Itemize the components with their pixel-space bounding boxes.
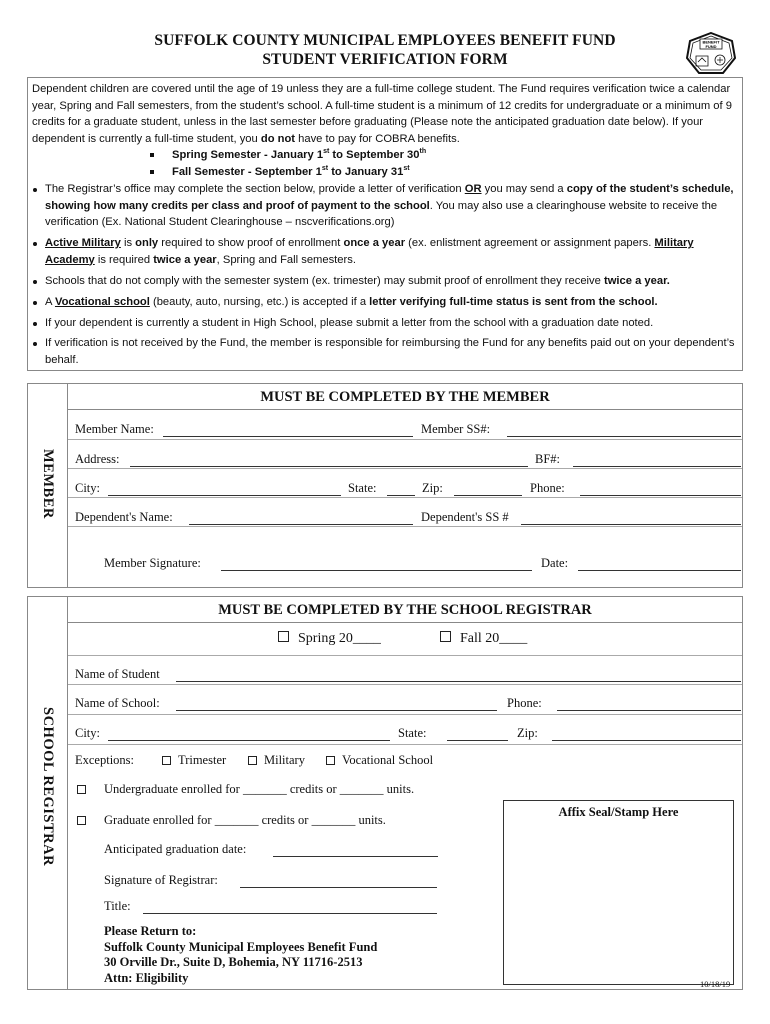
fall-checkbox[interactable] bbox=[440, 631, 451, 642]
grad-checkbox[interactable] bbox=[77, 816, 86, 825]
form-title-line1: SUFFOLK COUNTY MUNICIPAL EMPLOYEES BENEFIT FUND bbox=[154, 32, 616, 49]
undergrad-label: Undergraduate enrolled for _______ credits or _______ units. bbox=[104, 782, 415, 796]
instructions-box: Dependent children are covered until the age of 19 unless they are a full-time college student. The Fund requires verification twice a calendar year, Spring and Fall semesters, from the student’s school. A full-time student is a minimum of 12 credits for undergraduate or a minimum of 9 credits for a graduate student, unless in the last semester before graduating (Please note the anticipated graduation date below). If your dependent is currently a full-time student, you do not have to pay for COBRA benefits. Spring Semester - January 1st to September 30th Fall Semester - September 1st to January 31st The Registrar’s office may complete the section below, provide a letter of verification OR you may send a copy of the student’s schedule, showing how many credits per class and proof of payment to the school. You may also use a clearinghouse website to receive the verification (Ex. National Student Clearinghouse – nscverifications.org) Active Military is only required to show proof of enrollment once a year (ex. enlistment agreement or assignment papers. Military Academy is required twice a year, Spring and Fall semesters. Schools that do not comply with the semester system (ex. trimester) may submit proof of enrollment they receive twice a year. A Vocational school (beauty, auto, nursing, etc.) is accepted if a letter verifying full-time status is sent from the school. If your dependent is currently a student in High School, please submit a letter from the school with a graduation date noted. If verification is not received by the Fund, the member is responsible for reimbursing the Fund for any benefits paid out on your dependent’s behalf. bbox=[27, 77, 743, 371]
registrar-signature-label: Signature of Registrar: bbox=[104, 873, 218, 887]
graduation-date-label: Anticipated graduation date: bbox=[104, 842, 247, 856]
address-label: Address: bbox=[75, 452, 120, 466]
bullet-registrar: The Registrar’s office may complete the section below, provide a letter of verification OR you may send a copy of the student’s schedule, showing how many credits per class and proof of payment to the school. You may also use a clearinghouse website to receive the verification (Ex. National Student Clearinghouse – nscverifications.org) bbox=[28, 181, 736, 231]
school-name-label: Name of School: bbox=[75, 696, 160, 710]
instructions-paragraph: Dependent children are covered until the age of 19 unless they are a full-time college student. The Fund requires verification twice a calendar year, Spring and Fall semesters, from the student’s school. A full-time student is a minimum of 12 credits for undergraduate or a minimum of 9 credits for a graduate student, unless in the last semester before graduating (Please note the anticipated graduation date below). If your dependent is currently a full-time student, you do not have to pay for COBRA benefits. bbox=[32, 83, 732, 145]
school-zip-field[interactable] bbox=[552, 740, 741, 741]
military-checkbox[interactable] bbox=[248, 756, 257, 765]
school-city-label: City: bbox=[75, 726, 101, 740]
student-name-label: Name of Student bbox=[75, 667, 160, 681]
return-line-2: Suffolk County Municipal Employees Benefit Fund bbox=[104, 939, 378, 954]
dependent-ss-field[interactable] bbox=[521, 524, 741, 525]
school-state-label: State: bbox=[398, 726, 427, 740]
undergrad-checkbox[interactable] bbox=[77, 785, 86, 794]
member-zip-field[interactable] bbox=[454, 495, 522, 496]
form-revision-date: 10/18/19 bbox=[700, 979, 731, 989]
military-label: Military bbox=[264, 753, 305, 767]
dependent-name-label: Dependent's Name: bbox=[75, 510, 173, 524]
member-date-field[interactable] bbox=[578, 570, 741, 571]
bullet-trimester: Schools that do not comply with the semester system (ex. trimester) may submit proof of enrollment they receive twice a year. bbox=[28, 273, 736, 290]
spring-checkbox[interactable] bbox=[278, 631, 289, 642]
vocational-label: Vocational School bbox=[342, 753, 434, 767]
member-signature-label: Member Signature: bbox=[104, 556, 201, 570]
grad-label: Graduate enrolled for _______ credits or _______ units. bbox=[104, 813, 386, 827]
registrar-section-heading: MUST BE COMPLETED BY THE SCHOOL REGISTRAR bbox=[68, 597, 742, 623]
form-title-line2: STUDENT VERIFICATION FORM bbox=[262, 51, 508, 68]
school-phone-field[interactable] bbox=[557, 710, 741, 711]
member-state-field[interactable] bbox=[387, 495, 415, 496]
member-ss-label: Member SS#: bbox=[421, 422, 491, 436]
bullet-high-school: If your dependent is currently a student in High School, please submit a letter from the school with a graduation date noted. bbox=[28, 315, 736, 332]
logo-text-1: BENEFIT bbox=[702, 39, 720, 45]
registrar-side-label: SCHOOL REGISTRAR bbox=[40, 707, 56, 867]
member-city-field[interactable] bbox=[108, 495, 341, 496]
registrar-title-field[interactable] bbox=[143, 913, 437, 914]
registrar-signature-field[interactable] bbox=[240, 887, 437, 888]
bullet-reimburse: If verification is not received by the Fund, the member is responsible for reimbursing the Fund for any benefits paid out on your dependent’s behalf. bbox=[28, 335, 736, 368]
seal-stamp-box bbox=[503, 800, 734, 985]
school-state-field[interactable] bbox=[447, 740, 508, 741]
dependent-ss-label: Dependent's SS # bbox=[421, 510, 509, 524]
bf-label: BF#: bbox=[535, 452, 561, 466]
fall-label: Fall 20____ bbox=[460, 631, 528, 646]
return-line-3: 30 Orville Dr., Suite D, Bohemia, NY 11716-2513 bbox=[104, 955, 363, 970]
spring-label: Spring 20____ bbox=[298, 631, 381, 646]
school-phone-label: Phone: bbox=[507, 696, 542, 710]
bullet-vocational: A Vocational school (beauty, auto, nursing, etc.) is accepted if a letter verifying full-time status is sent from the school. bbox=[28, 294, 736, 311]
trimester-label: Trimester bbox=[178, 753, 227, 767]
member-city-label: City: bbox=[75, 481, 101, 495]
bf-field[interactable] bbox=[573, 466, 741, 467]
graduation-date-field[interactable] bbox=[273, 856, 438, 857]
member-phone-label: Phone: bbox=[530, 481, 565, 495]
address-field[interactable] bbox=[130, 466, 528, 467]
registrar-side-panel bbox=[28, 597, 68, 989]
registrar-title-label: Title: bbox=[104, 899, 131, 913]
return-address bbox=[104, 924, 377, 986]
bullet-military: Active Military is only required to show proof of enrollment once a year (ex. enlistment agreement or assignment papers. Military Academy is required twice a year, Spring and Fall semesters. bbox=[28, 235, 736, 268]
member-zip-label: Zip: bbox=[422, 481, 443, 495]
return-line-1: Please Return to: bbox=[104, 924, 197, 938]
school-name-field[interactable] bbox=[176, 710, 497, 711]
benefit-fund-logo bbox=[686, 32, 736, 76]
seal-stamp-label: Affix Seal/Stamp Here bbox=[558, 805, 679, 819]
return-line-4: Attn: Eligibility bbox=[104, 970, 189, 985]
exceptions-label: Exceptions: bbox=[75, 753, 135, 767]
member-signature-field[interactable] bbox=[221, 570, 532, 571]
member-state-label: State: bbox=[348, 481, 377, 495]
member-date-label: Date: bbox=[541, 556, 569, 570]
member-section-heading: MUST BE COMPLETED BY THE MEMBER bbox=[68, 384, 742, 410]
vocational-checkbox[interactable] bbox=[326, 756, 335, 765]
member-phone-field[interactable] bbox=[580, 495, 741, 496]
school-city-field[interactable] bbox=[108, 740, 390, 741]
member-side-label: MEMBER bbox=[40, 449, 56, 519]
trimester-checkbox[interactable] bbox=[162, 756, 171, 765]
school-zip-label: Zip: bbox=[517, 726, 538, 740]
member-ss-field[interactable] bbox=[507, 436, 741, 437]
member-name-field[interactable] bbox=[163, 436, 413, 437]
dependent-name-field[interactable] bbox=[189, 524, 413, 525]
student-name-field[interactable] bbox=[176, 681, 741, 682]
logo-text-2: FUND bbox=[705, 43, 717, 49]
member-name-label: Member Name: bbox=[75, 422, 154, 436]
member-side-panel bbox=[28, 384, 68, 587]
